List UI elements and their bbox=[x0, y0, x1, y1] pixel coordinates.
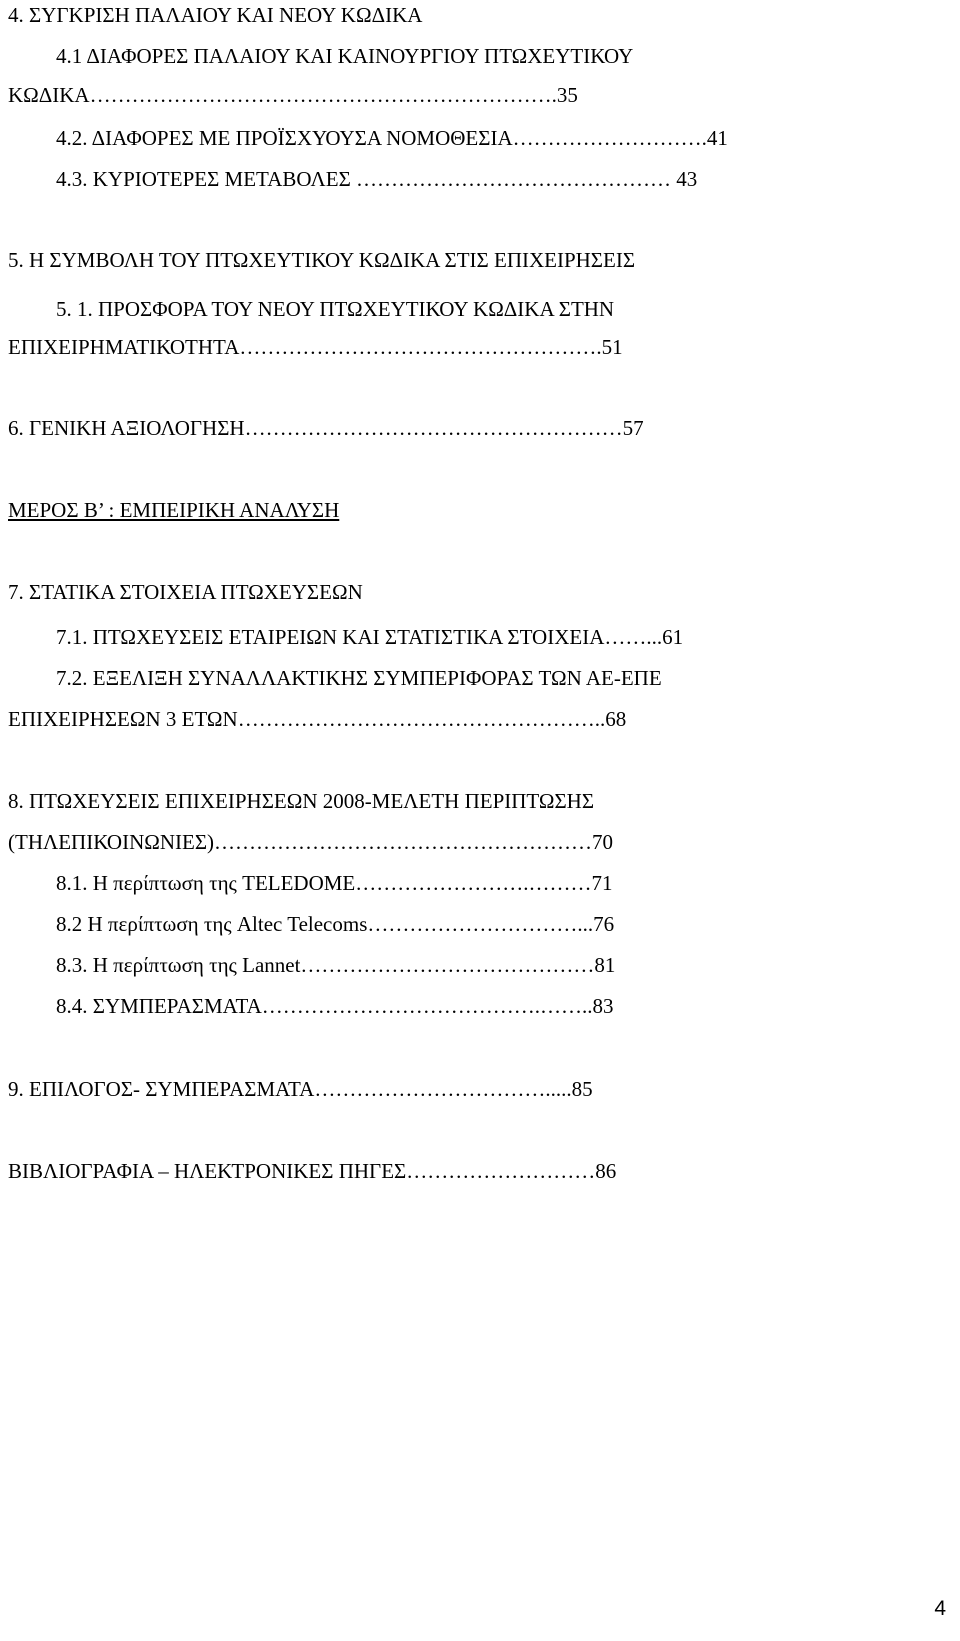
toc-entry-5-1-line1: 5. 1. ΠΡΟΣΦΟΡΑ ΤΟΥ ΝΕΟΥ ΠΤΩΧΕΥΤΙΚΟΥ ΚΩΔΙΚΑ ΣΤΗΝ bbox=[56, 297, 615, 321]
toc-entry-8-3: 8.3. Η περίπτωση της Lannet……………………………………81 bbox=[56, 953, 616, 977]
toc-entry-5-1-line2: ΕΠΙΧΕΙΡΗΜΑΤΙΚΟΤΗΤΑ…………………………………………….51 bbox=[8, 335, 623, 359]
toc-entry-7-2-line1: 7.2. ΕΞΕΛΙΞΗ ΣΥΝΑΛΛΑΚΤΙΚΗΣ ΣΥΜΠΕΡΙΦΟΡΑΣ ΤΩΝ ΑΕ-ΕΠΕ bbox=[56, 666, 662, 690]
toc-entry-4-3: 4.3. ΚΥΡΙΟΤΕΡΕΣ ΜΕΤΑΒΟΛΕΣ ……………………………………… 43 bbox=[56, 167, 698, 191]
toc-section-8-line1: 8. ΠΤΩΧΕΥΣΕΙΣ ΕΠΙΧΕΙΡΗΣΕΩΝ 2008-ΜΕΛΕΤΗ ΠΕΡΙΠΤΩΣΗΣ bbox=[8, 789, 595, 813]
page-number: 4 bbox=[934, 1597, 946, 1620]
toc-entry-7-2-line2: ΕΠΙΧΕΙΡΗΣΕΩΝ 3 ΕΤΩΝ……………………………………………..68 bbox=[8, 707, 627, 731]
toc-entry-8-4: 8.4. ΣΥΜΠΕΡΑΣΜΑΤΑ………………………………….……..83 bbox=[56, 994, 614, 1018]
toc-entry-8-1: 8.1. Η περίπτωση της TELEDOME…………………….………71 bbox=[56, 871, 613, 895]
toc-bibliography: ΒΙΒΛΙΟΓΡΑΦΙΑ – ΗΛΕΚΤΡΟΝΙΚΕΣ ΠΗΓΕΣ………………………86 bbox=[8, 1159, 617, 1183]
toc-section-4: 4. ΣΥΓΚΡΙΣΗ ΠΑΛΑΙΟΥ ΚΑΙ ΝΕΟΥ ΚΩΔΙΚΑ bbox=[8, 3, 423, 27]
toc-section-9: 9. ΕΠΙΛΟΓΟΣ- ΣΥΜΠΕΡΑΣΜΑΤΑ…………………………….....85 bbox=[8, 1077, 593, 1101]
toc-section-8-line2: (ΤΗΛΕΠΙΚΟΙΝΩΝΙΕΣ)………………………………………………70 bbox=[8, 830, 614, 854]
part-b-heading: ΜΕΡΟΣ Β’ : ΕΜΠΕΙΡΙΚΗ ΑΝΑΛΥΣΗ bbox=[8, 498, 340, 522]
toc-entry-7-1: 7.1. ΠΤΩΧΕΥΣΕΙΣ ΕΤΑΙΡΕΙΩΝ ΚΑΙ ΣΤΑΤΙΣΤΙΚΑ ΣΤΟΙΧΕΙΑ……...61 bbox=[56, 625, 684, 649]
toc-entry-4-1-line1: 4.1 ΔΙΑΦΟΡΕΣ ΠΑΛΑΙΟΥ ΚΑΙ ΚΑΙΝΟΥΡΓΙΟΥ ΠΤΩΧΕΥΤΙΚΟΥ bbox=[56, 44, 634, 68]
toc-section-6: 6. ΓΕΝΙΚΗ ΑΞΙΟΛΟΓΗΣΗ………………………………………………57 bbox=[8, 416, 644, 440]
toc-entry-4-2: 4.2. ΔΙΑΦΟΡΕΣ ΜΕ ΠΡΟΪΣΧΥΟΥΣΑ ΝΟΜΟΘΕΣΙΑ……………………….41 bbox=[56, 126, 728, 150]
toc-entry-4-1-line2: ΚΩΔΙΚΑ………………………………………………………….35 bbox=[8, 83, 578, 107]
toc-entry-8-2: 8.2 Η περίπτωση της Altec Telecoms…………………………...76 bbox=[56, 912, 615, 936]
toc-section-5: 5. Η ΣΥΜΒΟΛΗ ΤΟΥ ΠΤΩΧΕΥΤΙΚΟΥ ΚΩΔΙΚΑ ΣΤΙΣ ΕΠΙΧΕΙΡΗΣΕΙΣ bbox=[8, 248, 636, 272]
toc-section-7: 7. ΣΤΑΤΙΚΑ ΣΤΟΙΧΕΙΑ ΠΤΩΧΕΥΣΕΩΝ bbox=[8, 580, 363, 604]
